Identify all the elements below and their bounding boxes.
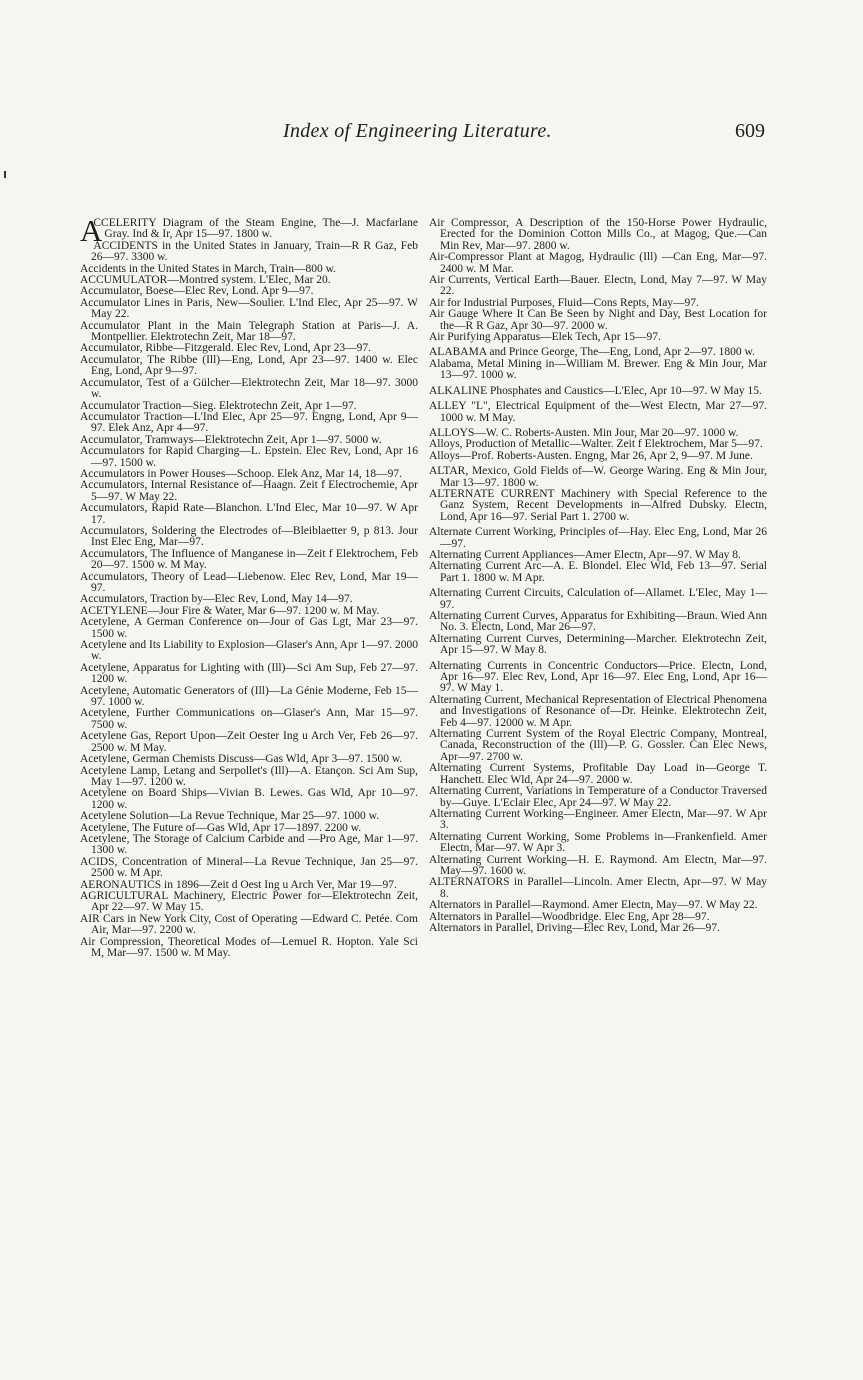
page-number: 609 <box>735 120 765 142</box>
index-entry-text: Alternating Current Curves, Determining—Marcher. Elektrotechn Zeit, Apr 15—97. W May 8. <box>429 632 767 657</box>
index-entry <box>80 766 418 789</box>
index-entry <box>80 788 418 811</box>
index-entry <box>80 412 418 435</box>
index-entry <box>429 309 767 332</box>
index-entry-text: Alloys—Prof. Roberts-Austen. Engng, Mar 26, Apr 2, 9—97. M June. <box>429 449 753 462</box>
index-entry <box>429 661 767 695</box>
index-entry-text: Accumulator, The Ribbe (Ill)—Eng, Lond, Apr 23—97. 1400 w. Elec Eng, Lond, Apr 9—97. <box>80 353 418 378</box>
index-entry-text: Alternating Current Circuits, Calculation of—Allamet. L'Elec, May 1—97. <box>429 587 767 611</box>
index-entry <box>429 386 767 397</box>
index-entry-text: AERONAUTICS in 1896—Zeit d Oest Ing u Arch Ver, Mar 19—97. <box>80 878 397 891</box>
index-entry-text: Acetylene, The Storage of Calcium Carbide and —Pro Age, Mar 1—97. 1300 w. <box>80 832 418 857</box>
index-entry-text: Accumulator Plant in the Main Telegraph Station at Paris—J. A. Montpellier. Elektrotechn Zeit, Mar 18—97. <box>80 319 418 344</box>
index-entry <box>429 763 767 786</box>
index-entry <box>80 708 418 731</box>
index-entry <box>80 937 418 960</box>
index-entry <box>80 298 418 321</box>
right-column <box>429 218 767 934</box>
index-entry-text: Acetylene and Its Liability to Explosion—Glaser's Ann, Apr 1—97. 2000 w. <box>80 639 418 663</box>
drop-cap-letter: A <box>80 213 103 248</box>
index-entry-text: Air Purifying Apparatus—Elek Tech, Apr 15—97. <box>429 331 661 344</box>
index-entry <box>80 446 418 469</box>
index-entry <box>429 275 767 298</box>
index-entry-text: Air Currents, Vertical Earth—Bauer. Electn, Lond, May 7—97. W May 22. <box>429 274 767 298</box>
index-entry-text: Alternating Current Working, Some Problems in—Frankenfield. Amer Electn, Mar—97. W Apr 3. <box>429 830 767 855</box>
index-entry-text: Alternating Current System of the Royal Electric Company, Montreal, Canada, Reconstruction of the (Ill)—P. G. Gossler. Can Elec News, Apr—97. 2700 w. <box>429 728 767 763</box>
index-entry-text: Alternating Current Curves, Apparatus for Exhibiting—Braun. Wied Ann No. 3. Electn, Lond, Mar 26—97. <box>429 610 767 634</box>
index-entry-text: ALTERNATORS in Parallel—Lincoln. Amer Electn, Apr—97. W May 8. <box>429 876 767 900</box>
index-entry <box>80 503 418 526</box>
index-entry-text: Accumulators, The Influence of Manganese in—Zeit f Elektrochem, Feb 20—97. 1500 w. M May. <box>80 547 418 572</box>
index-entry <box>429 561 767 584</box>
index-entry-text: Alternating Current, Mechanical Representation of Electrical Phenomena and Investigations of Resonance of—Dr. Heinke. Elektrotechn Zeit, Feb 4—97. 12000 w. M Apr. <box>429 693 767 729</box>
running-header-title: Index of Engineering Literature. <box>283 120 552 142</box>
index-entry <box>80 572 418 595</box>
index-entry-text: Accumulators, Soldering the Electrodes of—Bleiblaetter 9, p 813. Jour Inst Elec Eng, Mar—97. <box>80 524 418 549</box>
index-entry-text: Alloys, Production of Metallic—Walter. Zeit f Elektrochem, Mar 5—97. <box>429 438 763 451</box>
index-entry <box>429 729 767 763</box>
index-entry <box>80 480 418 503</box>
index-entry-text: Accidents in the United States in March, Train—800 w. <box>80 262 337 275</box>
index-entry <box>80 914 418 937</box>
index-entry-text: ACETYLENE—Jour Fire & Water, Mar 6—97. 1200 w. M May. <box>80 604 380 617</box>
index-entry <box>429 786 767 809</box>
index-entry-text: Alternating Current Working—H. E. Raymond. Am Electn, Mar—97. May—97. 1600 w. <box>429 853 767 877</box>
left-column <box>80 213 418 959</box>
index-entry-text: Acetylene, A German Conference on—Jour of Gas Lgt, Mar 23—97. 1500 w. <box>80 616 418 640</box>
index-entry <box>429 832 767 855</box>
index-entry <box>80 891 418 914</box>
index-entry-text: Accumulator Traction—Sieg. Elektrotechn Zeit, Apr 1—97. <box>80 399 357 412</box>
index-entry <box>80 321 418 344</box>
index-entry-text: AIR Cars in New York City, Cost of Operating —Edward C. Petée. Com Air, Mar—97. 2200 w. <box>80 912 418 937</box>
index-entry-text: ALLEY "L", Electrical Equipment of the—West Electn, Mar 27—97. 1000 w. M May. <box>429 400 767 424</box>
index-entry <box>80 617 418 640</box>
index-entry <box>429 809 767 832</box>
index-entry-text: Air for Industrial Purposes, Fluid—Cons Repts, May—97. <box>429 296 699 309</box>
index-entry-text: Alternating Current, Variations in Temperature of a Conductor Traversed by—Guye. L'Eclair Elec, Apr 24—97. W May 22. <box>429 785 767 809</box>
index-entry-text: Acetylene Gas, Report Upon—Zeit Oester Ing u Arch Ver, Feb 26—97. 2500 w. M May. <box>80 730 418 754</box>
index-entry-text: Accumulator Lines in Paris, New—Soulier. L'Ind Elec, Apr 25—97. W May 22. <box>80 296 418 321</box>
index-entry-text: Alabama, Metal Mining in—William M. Brewer. Eng & Min Jour, Mar 13—97. 1000 w. <box>429 357 767 382</box>
index-entry-text: Acetylene Solution—La Revue Technique, Mar 25—97. 1000 w. <box>80 810 380 823</box>
index-entry <box>80 549 418 572</box>
index-entry <box>80 213 418 248</box>
index-entry-text: Air Compressor, A Description of the 150-Horse Power Hydraulic, Erected for the Dominion Cotton Mills Co., at Magog, Que.—Can Min Rev, Mar—97. 2800 w. <box>429 217 767 252</box>
index-entry-text: ACIDS, Concentration of Mineral—La Revue Technique, Jan 25—97. 2500 w. M Apr. <box>80 855 418 880</box>
index-entry-text: Accumulators for Rapid Charging—L. Epstein. Elec Rev, Lond, Apr 16—97. 1500 w. <box>80 445 418 469</box>
index-entry-text: Acetylene, Apparatus for Lighting with (Ill)—Sci Am Sup, Feb 27—97. 1200 w. <box>80 661 418 686</box>
index-entry <box>429 451 767 462</box>
index-entry-text: Alternators in Parallel—Woodbridge. Elec Eng, Apr 28—97. <box>429 910 710 923</box>
index-entry-text: Accumulators, Internal Resistance of—Haagn. Zeit f Electrochemie, Apr 5—97. W May 22. <box>80 479 418 503</box>
index-entry-text: Alternating Currents in Concentric Conductors—Price. Electn, Lond, Apr 16—97. Elec Rev, Lond, Apr 16—97. Elec Eng, Lond, Apr 16—97. W May 1. <box>429 659 767 695</box>
index-entry-text: Acetylene, Further Communications on—Glaser's Ann, Mar 15—97. 7500 w. <box>80 707 418 731</box>
index-entry-text: Acetylene, The Future of—Gas Wld, Apr 17—1897. 2200 w. <box>80 821 362 834</box>
index-entry-text: ALTAR, Mexico, Gold Fields of—W. George Waring. Eng & Min Jour, Mar 13—97. 1800 w. <box>429 465 767 489</box>
index-entry-text: CCELERITY Diagram of the Steam Engine, The—J. Macfarlane Gray. Ind & Ir, Apr 15—97. 1800 w. <box>93 217 418 241</box>
index-entry-text: Air-Compressor Plant at Magog, Hydraulic (Ill) —Can Eng, Mar—97. 2400 w. M Mar. <box>429 251 767 275</box>
index-entry <box>429 401 767 424</box>
index-entry-text: Acetylene Lamp, Letang and Serpollet's (Ill)—A. Etançon. Sci Am Sup, May 1—97. 1200 w. <box>80 764 418 788</box>
index-entry-text: Accumulator Traction—L'Ind Elec, Apr 25—97. Engng, Lond, Apr 9—97. Elek Anz, Apr 4—97. <box>80 410 418 435</box>
index-entry <box>429 923 767 934</box>
index-entry-text: Alternators in Parallel, Driving—Elec Rev, Lond, Mar 26—97. <box>429 921 720 934</box>
index-entry <box>80 241 418 264</box>
index-entry-text: ACCUMULATOR—Montred system. L'Elec, Mar 20. <box>80 274 331 287</box>
index-entry <box>80 640 418 663</box>
index-entry <box>429 252 767 275</box>
index-entry <box>80 378 418 401</box>
index-entry <box>80 857 418 880</box>
index-entry-text: Air Gauge Where It Can Be Seen by Night and Day, Best Location for the—R R Gaz, Apr 30—97. 2000 w. <box>429 308 767 332</box>
index-entry <box>80 663 418 686</box>
index-entry <box>429 489 767 523</box>
index-entry <box>429 855 767 878</box>
index-entry <box>429 695 767 729</box>
margin-mark <box>4 171 6 178</box>
index-entry-text: Acetylene, German Chemists Discuss—Gas Wld, Apr 3—97. 1500 w. <box>80 753 403 766</box>
index-entry-text: ACCIDENTS in the United States in January, Train—R R Gaz, Feb 26—97. 3300 w. <box>91 239 418 264</box>
index-entry-text: ALKALINE Phosphates and Caustics—L'Elec, Apr 10—97. W May 15. <box>429 384 762 397</box>
index-entry-text: Accumulator, Boese—Elec Rev, Lond. Apr 9—97. <box>80 285 314 298</box>
index-entry <box>429 359 767 382</box>
index-entry-text: Air Compression, Theoretical Modes of—Lemuel R. Hopton. Yale Sci M, Mar—97. 1500 w. M May. <box>80 935 418 959</box>
index-entry <box>80 731 418 754</box>
index-entry-text: Accumulator, Ribbe—Fitzgerald. Elec Rev, Lond, Apr 23—97. <box>80 342 372 355</box>
index-entry-text: Alternate Current Working, Principles of—Hay. Elec Eng, Lond, Mar 26—97. <box>429 526 767 550</box>
index-entry <box>429 527 767 550</box>
index-entry-text: Accumulator, Tramways—Elektrotechn Zeit, Apr 1—97. 5000 w. <box>80 433 382 446</box>
index-entry-text: Alternators in Parallel—Raymond. Amer Electn, May—97. W May 22. <box>429 899 758 912</box>
index-entry-text: Acetylene on Board Ships—Vivian B. Lewes. Gas Wld, Apr 10—97. 1200 w. <box>80 787 418 811</box>
index-entry-text: ALTERNATE CURRENT Machinery with Special Reference to the Ganz System, Recent Developments in—Alfred Dubsky. Electn, Lond, Apr 16—97. Serial Part 1. 2700 w. <box>429 487 767 523</box>
index-entry-text: ALABAMA and Prince George, The—Eng, Lond, Apr 2—97. 1800 w. <box>429 346 755 359</box>
index-entry <box>80 355 418 378</box>
index-entry <box>429 877 767 900</box>
index-entry <box>429 218 767 252</box>
index-entry <box>429 332 767 343</box>
index-entry-text: Acetylene, Automatic Generators of (Ill)—La Génie Moderne, Feb 15—97. 1000 w. <box>80 684 418 709</box>
index-entry <box>80 834 418 857</box>
index-entry <box>429 466 767 489</box>
index-entry-text: Alternating Current Systems, Profitable Day Load in—George T. Hanchett. Elec Wld, Apr 24—97. 2000 w. <box>429 762 767 786</box>
index-entry-text: ALLOYS—W. C. Roberts-Austen. Min Jour, Mar 20—97. 1000 w. <box>429 426 739 439</box>
index-entry <box>80 526 418 549</box>
index-entry <box>429 611 767 634</box>
index-entry-text: Alternating Current Appliances—Amer Electn, Apr—97. W May 8. <box>429 548 741 561</box>
index-entry <box>80 686 418 709</box>
index-entry-text: AGRICULTURAL Machinery, Electric Power for—Elektrotechn Zeit, Apr 22—97. W May 15. <box>80 889 418 914</box>
index-entry-text: Accumulators, Traction by—Elec Rev, Lond, May 14—97. <box>80 593 353 606</box>
index-entry-text: Accumulators in Power Houses—Schoop. Elek Anz, Mar 14, 18—97. <box>80 467 402 480</box>
index-entry-text: Alternating Current Arc—A. E. Blondel. Elec Wld, Feb 13—97. Serial Part 1. 1800 w. M Apr. <box>429 560 767 584</box>
index-entry-text: Accumulators, Theory of Lead—Liebenow. Elec Rev, Lond, Mar 19—97. <box>80 570 418 594</box>
index-entry <box>429 588 767 611</box>
index-entry-text: Alternating Current Working—Engineer. Amer Electn, Mar—97. W Apr 3. <box>429 807 767 832</box>
index-entry <box>429 634 767 657</box>
index-entry-text: Accumulator, Test of a Gülcher—Elektrotechn Zeit, Mar 18—97. 3000 w. <box>80 376 418 401</box>
index-entry-text: Accumulators, Rapid Rate—Blanchon. L'Ind Elec, Mar 10—97. W Apr 17. <box>80 502 418 526</box>
